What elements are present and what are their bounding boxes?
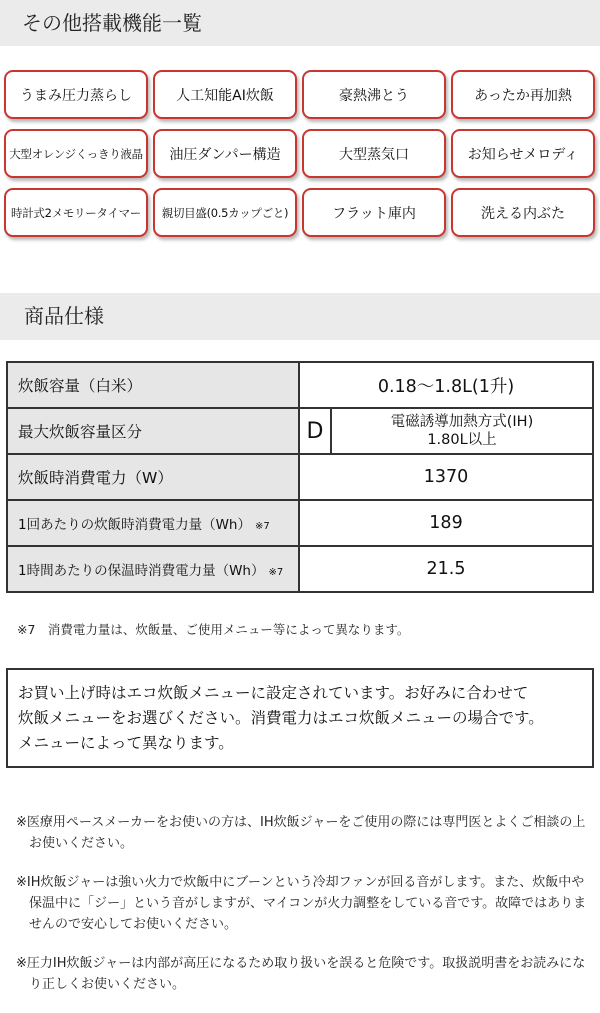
- info-line: お買い上げ時はエコ炊飯メニューに設定されています。お好みに合わせて: [18, 684, 529, 702]
- spec-value: 1370: [299, 454, 593, 500]
- category-cell: [300, 409, 592, 453]
- info-line: メニューによって異なります。: [18, 734, 234, 752]
- feature-tag: フラット庫内: [302, 188, 446, 237]
- info-line: 炊飯メニューをお選びください。消費電力はエコ炊飯メニューの場合です。: [18, 709, 544, 727]
- feature-tag: 大型オレンジくっきり液晶: [4, 129, 148, 178]
- spec-label: 最大炊飯容量区分: [7, 408, 299, 454]
- spec-label: 1時間あたりの保温時消費電力量（Wh）: [18, 563, 265, 579]
- feature-row: [4, 188, 598, 237]
- table-row: [7, 408, 593, 454]
- caution-note: ※医療用ペースメーカーをお使いの方は、IH炊飯ジャーをご使用の際には専門医とよくご相談の上お使いください。: [16, 815, 586, 851]
- caution-note: ※IH炊飯ジャーは強い火力で炊飯中にブーンという冷却ファンが回る音がします。また、炊飯中や保温中に「ジー」という音がしますが、マイコンが火力調整をしている音です。故障ではありませんので安心してお使いください。: [16, 875, 587, 932]
- feature-tag: 油圧ダンパー構造: [153, 129, 297, 178]
- feature-grid: [4, 70, 598, 247]
- category-text: [332, 409, 592, 453]
- spec-label: 1回あたりの炊飯時消費電力量（Wh）: [18, 517, 251, 533]
- spec-note-mark: ※7: [255, 521, 270, 532]
- table-row: [7, 454, 593, 500]
- spec-table: [6, 361, 594, 593]
- feature-tag: あったか再加熱: [451, 70, 595, 119]
- caution-note: ※圧力IH炊飯ジャーは内部が高圧になるため取り扱いを誤ると危険です。取扱説明書をお読みになり正しくお使いください。: [16, 956, 586, 992]
- table-row: [7, 546, 593, 592]
- feature-tag: お知らせメロディ: [451, 129, 595, 178]
- category-line: 電磁誘導加熱方式(IH): [390, 414, 534, 430]
- category-badge: D: [300, 409, 332, 453]
- spec-note-mark: ※7: [268, 567, 284, 578]
- feature-tag: 豪熱沸とう: [302, 70, 446, 119]
- spec-label-cell: [7, 546, 299, 592]
- footnote: ※7 消費電力量は、炊飯量、ご使用メニュー等によって異なります。: [17, 622, 410, 637]
- section-header-features: [0, 0, 600, 46]
- section-header-specs: [0, 293, 600, 340]
- feature-tag: 大型蒸気口: [302, 129, 446, 178]
- feature-tag: うまみ圧力蒸らし: [4, 70, 148, 119]
- feature-tag: 親切目盛(0.5カップごと): [153, 188, 297, 237]
- feature-row: [4, 129, 598, 178]
- table-row: [7, 500, 593, 546]
- category-line: 1.80L以上: [427, 432, 497, 448]
- feature-tag: 人工知能AI炊飯: [153, 70, 297, 119]
- table-row: [7, 362, 593, 408]
- section-title: 商品仕様: [24, 304, 104, 328]
- section-title: その他搭載機能一覧: [22, 11, 202, 35]
- feature-tag: 時計式2メモリータイマー: [4, 188, 148, 237]
- spec-value: 189: [299, 500, 593, 546]
- spec-label: 炊飯容量（白米）: [7, 362, 299, 408]
- caution-notes: [16, 812, 596, 1013]
- spec-label-cell: [7, 500, 299, 546]
- feature-tag: 洗える内ぶた: [451, 188, 595, 237]
- info-box: [6, 668, 594, 768]
- feature-row: [4, 70, 598, 119]
- spec-value-cell: [299, 408, 593, 454]
- spec-value: 21.5: [299, 546, 593, 592]
- spec-value: 0.18～1.8L(1升): [299, 362, 593, 408]
- spec-label: 炊飯時消費電力（W）: [7, 454, 299, 500]
